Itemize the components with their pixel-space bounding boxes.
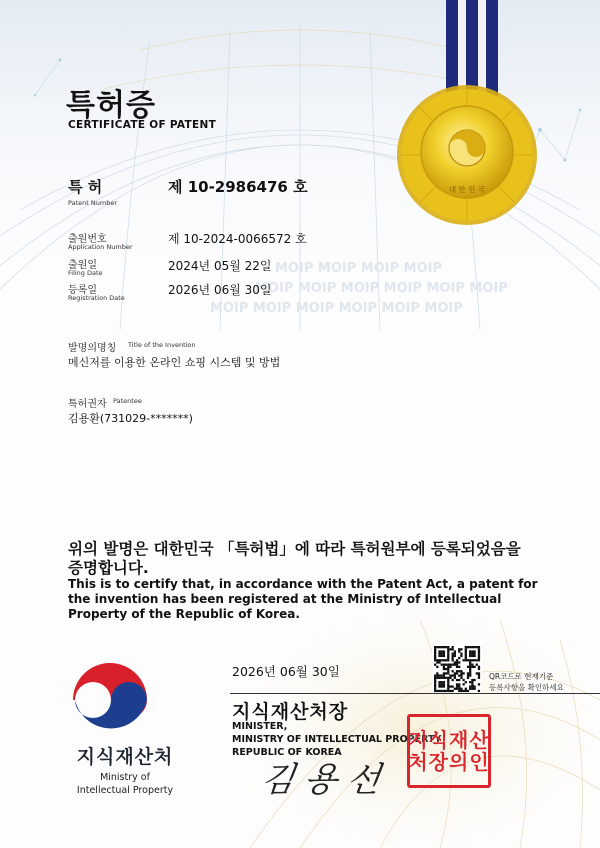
patent-number-label-en: Patent Number [68,199,118,207]
issue-date: 2026년 06월 30일 [232,664,340,679]
ministry-name-en-1: Ministry of [100,772,150,783]
invention-title-value: 메신저를 이용한 온라인 쇼핑 시스템 및 방법 [68,356,281,369]
seal-line-1: 지식재산 [408,728,490,752]
registration-date-label-en: Registration Date [68,294,125,302]
registration-date-label: 등록일 [68,285,97,296]
qr-code-icon[interactable] [432,644,482,694]
certificate-title: 특허증 [66,88,156,123]
patent-number-value: 제 10-2986476 호 [168,178,308,196]
patentee-value: 김용환(731029-*******) [68,412,193,425]
patentee-label-en: Patentee [113,397,142,405]
filing-date-label-en: Filing Date [68,269,103,277]
emblem-text: 대 한 민 국 [448,185,486,194]
invention-title-label: 발명의명칭 [68,343,117,354]
certification-text-kr: 위의 발명은 대한민국 「특허법」에 따라 특허원부에 등록되었음을 증명합니다. [68,540,521,577]
ministry-name-en-2: Intellectual Property [76,785,174,796]
watermark-text: MOIP MOIP MOIP MOIP MOIP MOIP [255,281,508,296]
minister-title-kr: 지식재산처장 [232,701,349,723]
application-number-label: 출원번호 [68,234,107,245]
patentee-label: 특허권자 [68,399,107,410]
qr-caption-1: QR코드로 현재기준 [489,672,554,681]
seal-line-2: 처장의인 [408,750,490,774]
application-number-value: 제 10-2024-0066572 호 [168,232,307,246]
invention-title-label-en: Title of the Invention [128,341,196,349]
minister-title-en-1: MINISTER, [232,721,288,732]
gold-emblem [397,85,537,225]
patent-number-label: 특 허 [68,178,103,196]
qr-caption-2: 등록사항을 확인하세요 [489,683,564,692]
certification-text-en: This is to certify that, in accordance with the Patent Act, a patent for the invention has been registered at the Ministry of Intellectual Property of the Republic of Korea. [68,577,538,621]
divider [230,693,600,694]
minister-title-en-2: MINISTRY OF INTELLECTUAL PROPERTY [232,734,442,745]
minister-title-en-3: REPUBLIC OF KOREA [232,747,342,758]
watermark-text: MOIP MOIP MOIP MOIP [275,261,442,276]
watermark-text: MOIP MOIP MOIP MOIP MOIP MOIP [210,301,463,316]
ministry-name-kr: 지식재산처 [76,746,174,768]
minister-signature: 김용선 [258,760,393,800]
filing-date-value: 2024년 05월 22일 [168,259,272,273]
ministry-logo-icon [73,663,147,728]
application-number-label-en: Application Number [68,243,133,251]
filing-date-label: 출원일 [68,260,97,271]
official-seal [407,714,491,788]
certificate-title-en: CERTIFICATE OF PATENT [68,119,217,131]
registration-date-value: 2026년 06월 30일 [168,283,272,297]
